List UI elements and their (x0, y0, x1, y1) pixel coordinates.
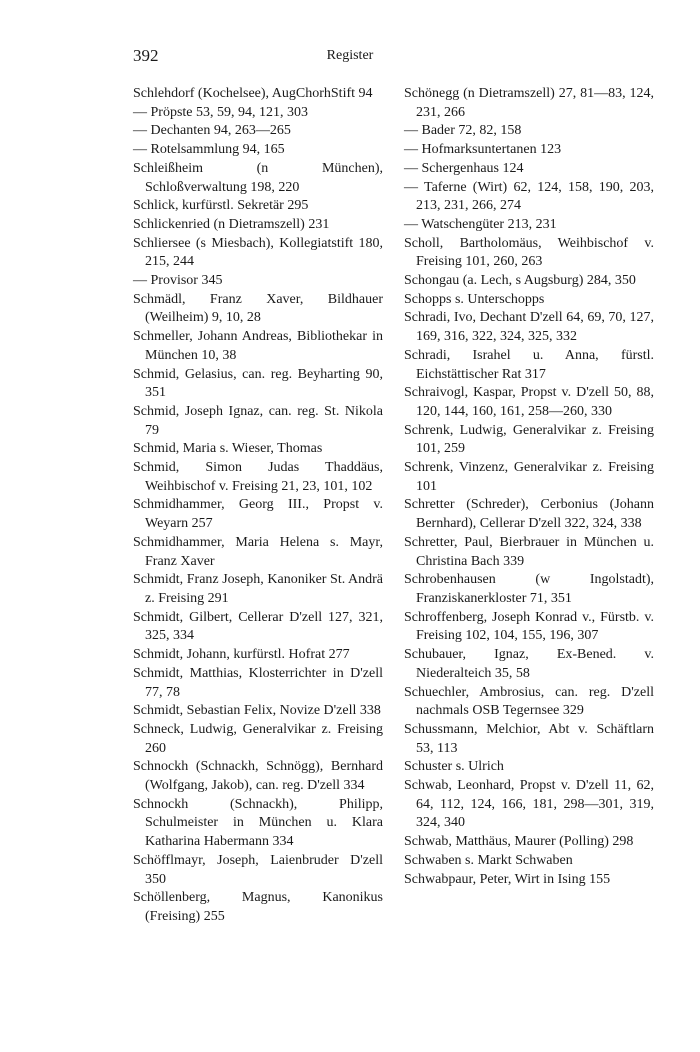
index-entry: — Watschengüter 213, 231 (404, 216, 557, 232)
index-column-left (133, 85, 383, 927)
index-entry: Schlick, kurfürstl. Sekretär 295 (133, 198, 309, 214)
index-entry: — Schergenhaus 124 (404, 160, 524, 176)
index-entry: Schubauer, Ignaz, Ex-Bened. v. Niederalteich 35, 58 (404, 647, 654, 681)
index-entry: — Taferne (Wirt) 62, 124, 158, 190, 203, 213, 231, 266, 274 (404, 179, 654, 214)
index-entry: Schmidt, Gilbert, Cellerar D'zell 127, 321, 325, 334 (133, 609, 383, 644)
index-entry: — Rotelsammlung 94, 165 (133, 142, 285, 158)
index-entry: Schmidhammer, Georg III., Propst v. Weyarn 257 (133, 497, 383, 532)
index-entry: Schongau (a. Lech, s Augsburg) 284, 350 (404, 273, 636, 289)
index-entry: Schnockh (Schnackh, Schnögg), Bernhard (Wolfgang, Jakob), can. reg. D'zell 334 (133, 759, 383, 794)
index-entry: — Bader 72, 82, 158 (404, 123, 522, 139)
index-entry: Schöfflmayr, Joseph, Laienbruder D'zell 350 (133, 852, 383, 887)
index-column-right (404, 85, 654, 889)
index-entry: — Dechanten 94, 263—265 (133, 123, 291, 139)
index-entry: Schliersee (s Miesbach), Kollegiatstift 180, 215, 244 (133, 235, 383, 270)
index-entry: Schlehdorf (Kochelsee), AugChorhStift 94 (133, 86, 373, 101)
index-entry: Schmid, Gelasius, can. reg. Beyharting 90, 351 (133, 366, 383, 401)
page-number: 392 (133, 46, 159, 65)
index-entry: Schrenk, Ludwig, Generalvikar z. Freising 101, 259 (404, 422, 654, 457)
index-entry: Schmidhammer, Maria Helena s. Mayr, Franz Xaver (133, 534, 383, 569)
index-entry: Schretter, Paul, Bierbrauer in München u. Christina Bach 339 (404, 534, 654, 569)
index-entry: Schmidt, Matthias, Klosterrichter in D'zell 77, 78 (133, 665, 383, 700)
index-entry: Schmädl, Franz Xaver, Bildhauer (Weilheim) 9, 10, 28 (133, 291, 383, 326)
index-entry: Schneck, Ludwig, Generalvikar z. Freising 260 (133, 721, 383, 756)
index-entry: Schmidt, Johann, kurfürstl. Hofrat 277 (133, 647, 350, 663)
index-entry: Schnockh (Schnackh), Philipp, Schulmeister in München u. Klara Katharina Habermann 334 (133, 796, 383, 850)
index-entry: Schmid, Joseph Ignaz, can. reg. St. Nikola 79 (133, 403, 383, 438)
index-entry: Schwabpaur, Peter, Wirt in Ising 155 (404, 871, 611, 887)
index-entry: — Pröpste 53, 59, 94, 121, 303 (133, 104, 308, 120)
index-entry: Schroffenberg, Joseph Konrad v., Fürstb. v. Freising 102, 104, 155, 196, 307 (404, 609, 654, 644)
index-entry: Schmeller, Johann Andreas, Bibliothekar in München 10, 38 (133, 329, 383, 363)
index-entry: Schönegg (n Dietramszell) 27, 81—83, 124, 231, 266 (404, 86, 654, 120)
index-entry: Schuechler, Ambrosius, can. reg. D'zell nachmals OSB Tegernsee 329 (404, 684, 654, 719)
index-entry: Schöllenberg, Magnus, Kanonikus (Freising) 255 (133, 890, 383, 924)
index-entry: Schlickenried (n Dietramszell) 231 (133, 216, 330, 232)
index-entry: Schrobenhausen (w Ingolstadt), Franziskanerkloster 71, 351 (404, 572, 654, 606)
index-entry: — Provisor 345 (133, 273, 223, 289)
index-entry: Schrenk, Vinzenz, Generalvikar z. Freising 101 (404, 460, 654, 494)
index-entry: Schwaben s. Markt Schwaben (404, 852, 573, 868)
index-entry: Schmidt, Sebastian Felix, Novize D'zell 338 (133, 703, 381, 719)
index-entry: Schwab, Leonhard, Propst v. D'zell 11, 62, 64, 112, 124, 166, 181, 298—301, 319, 324, 340 (404, 778, 654, 831)
index-entry: Schuster s. Ulrich (404, 759, 504, 775)
index-entry: Schussmann, Melchior, Abt v. Schäftlarn 53, 113 (404, 721, 654, 756)
index-entry: Schmid, Maria s. Wieser, Thomas (133, 441, 323, 457)
index-entry: Schradi, Ivo, Dechant D'zell 64, 69, 70, 127, 169, 316, 322, 324, 325, 332 (404, 310, 654, 345)
index-entry: Schmid, Simon Judas Thaddäus, Weihbischof v. Freising 21, 23, 101, 102 (133, 460, 383, 494)
index-entry: Schopps s. Unterschopps (404, 291, 545, 307)
index-entry: Schraivogl, Kaspar, Propst v. D'zell 50, 88, 120, 144, 160, 161, 258—260, 330 (404, 385, 654, 419)
index-entry: Schwab, Matthäus, Maurer (Polling) 298 (404, 834, 634, 850)
index-entry: Schmidt, Franz Joseph, Kanoniker St. Andrä z. Freising 291 (133, 572, 383, 606)
index-entry: — Hofmarksuntertanen 123 (404, 142, 562, 158)
index-entry: Schradi, Israhel u. Anna, fürstl. Eichstättischer Rat 317 (404, 347, 654, 382)
index-entry: Schretter (Schreder), Cerbonius (Johann Bernhard), Cellerar D'zell 322, 324, 338 (404, 497, 654, 532)
index-entry: Schleißheim (n München), Schloßverwaltung 198, 220 (133, 160, 383, 195)
running-head: Register (326, 48, 374, 63)
index-entry: Scholl, Bartholomäus, Weihbischof v. Freising 101, 260, 263 (404, 235, 654, 270)
